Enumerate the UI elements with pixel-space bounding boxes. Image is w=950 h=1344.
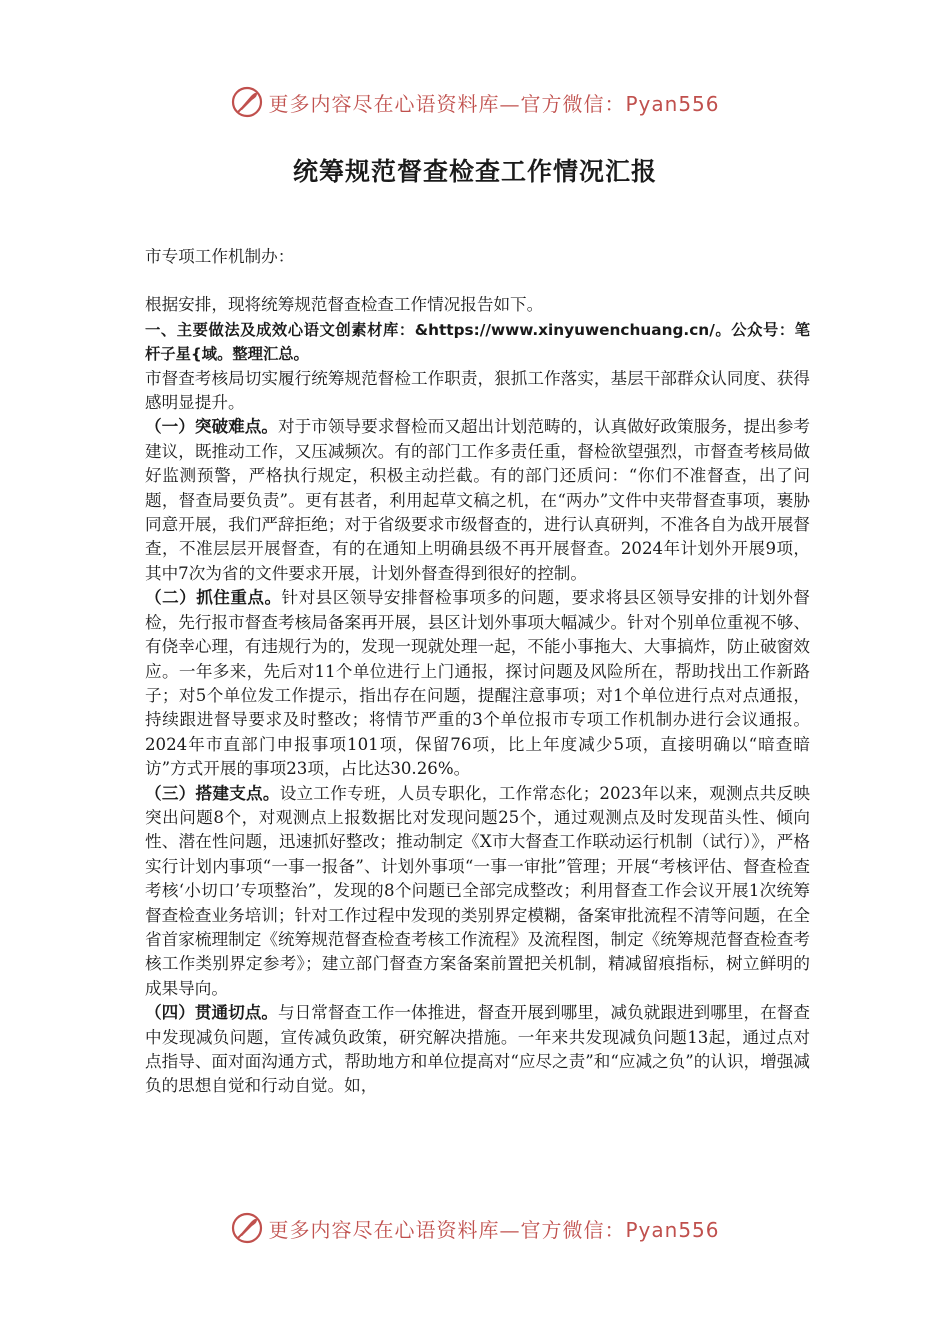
item-title: （四）贯通切点。 — [145, 1003, 279, 1023]
item-title: （一）突破难点。 — [145, 417, 279, 437]
item-paragraph — [145, 782, 810, 1002]
item-paragraph — [145, 415, 810, 586]
header-watermark-banner — [0, 82, 950, 122]
intro-paragraph: 根据安排，现将统筹规范督查检查工作情况报告如下。 — [145, 295, 544, 315]
item-text: 设立工作专班，人员专职化，工作常态化；2023年以来，观测点共反映突出问题8个，对观测点上报数据比对发现问题25个，通过观测点及时发现苗头性、倾向性、潜在性问题，迅速抓好整改；推动制定《X市大督查工作联动运行机制（试行）》，严格实行计划内事项“一事一报备”、计划外事项“一事一审批”管理；开展“考核评估、督查检查考核‘小切口’专项整治”，发现的8个问题已全部完成整改；利用督查工作会议开展1次统筹督查检查业务培训；针对工作过程中发现的类别界定模糊，备案审批流程不清等问题，在全省首家梳理制定《统筹规范督查检查考核工作流程》及流程图，制定《统筹规范督查检查考核工作类别界定参考》；建立部门督查方案备案前置把关机制，精减留痕指标，树立鲜明的成果导向。 — [145, 783, 811, 998]
footer-watermark-banner — [0, 1208, 950, 1248]
item-text: 与日常督查工作一体推进，督查开展到哪里，减负就跟进到哪里，在督查中发现减负问题，宣传减负政策，研究解决措施。一年来共发现减负问题13起，通过点对点指导、面对面沟通方式，帮助地方和单位提高对“应尽之责”和“应减之负”的认识，增强减负的思想自觉和行动自觉。如， — [145, 1003, 811, 1096]
watermark-text: 更多内容尽在心语资料库—官方微信：Pyan556 — [268, 91, 720, 116]
document-title: 统筹规范督查检查工作情况汇报 — [292, 157, 657, 186]
section-heading: 一、主要做法及成效心语文创素材库：&https://www.xinyuwenchuang.cn/。公众号：笔杆子星{域。整理汇总。 — [145, 320, 810, 364]
item-text: 对于市领导要求督检而又超出计划范畴的，认真做好政策服务，提出参考建议，既推动工作，又压减频次。有的部门工作多责任重，督检欲望强烈，市督查考核局做好监测预警，严格执行规定，积极主动拦截。有的部门还质问：“你们不准督查，出了问题，督查局要负责”。更有甚者，利用起草文稿之机，在“两办”文件中夹带督查事项，裹胁同意开展，我们严辞拒绝；对于省级要求市级督查的，进行认真研判，不准各自为战开展督查，不准层层开展督查，有的在通知上明确县级不再开展督查。2024年计划外开展9项，其中7次为省的文件要求开展，计划外督查得到很好的控制。 — [145, 417, 811, 583]
section-lead-paragraph: 市督查考核局切实履行统筹规范督检工作职责，狠抓工作落实，基层干部群众认同度、获得感明显提升。 — [145, 368, 810, 413]
quill-logo-icon — [230, 1211, 264, 1245]
watermark-text: 更多内容尽在心语资料库—官方微信：Pyan556 — [268, 1217, 720, 1242]
salutation: 市专项工作机制办： — [145, 247, 295, 266]
item-paragraph — [145, 586, 810, 781]
quill-logo-icon — [230, 85, 264, 119]
item-text: 针对县区领导安排督检事项多的问题，要求将县区领导安排的计划外督检，先行报市督查考核局备案再开展，县区计划外事项大幅减少。针对个别单位重视不够、有侥幸心理，有违规行为的，发现一现就处理一起，不能小事拖大、大事搞炸，防止破窗效应。一年多来，先后对11个单位进行上门通报，探讨问题及风险所在，帮助找出工作新路子；对5个单位发工作提示，指出存在问题，提醒注意事项；对1个单位进行点对点通报，持续跟进督导要求及时整改；将情节严重的3个单位报市专项工作机制办进行会议通报。2024年市直部门申报事项101项，保留76项，比上年度减少5项，直接明确以“暗查暗访”方式开展的事项23项，占比达30.26%。 — [145, 588, 811, 779]
document-body — [145, 245, 810, 1099]
item-title: （二）抓住重点。 — [145, 588, 282, 608]
item-title: （三）搭建支点。 — [145, 783, 280, 803]
item-paragraph — [145, 1001, 810, 1099]
